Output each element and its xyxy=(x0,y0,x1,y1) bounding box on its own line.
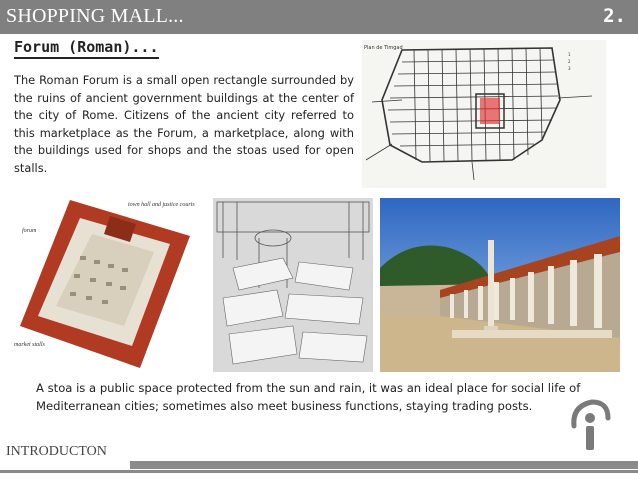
plan-label: Plan de Timgad xyxy=(364,45,403,51)
forum-highlight xyxy=(480,98,500,124)
footer-bar xyxy=(130,461,638,469)
logo-icon xyxy=(566,396,612,454)
label-forum: forum xyxy=(22,228,37,234)
body-paragraph: The Roman Forum is a small open rectangle surrounded by the ruins of ancient government buildings at the center of the city of Rome. Citizens of the ancient city referred to this marketplace as the Forum, a marketplace, along with the buildings used for shops and the stoas used for open stalls. xyxy=(14,73,354,175)
svg-text:3: 3 xyxy=(568,66,571,71)
slide-title: SHOPPING MALL... xyxy=(6,5,184,27)
market-sketch-image xyxy=(213,198,373,372)
svg-text:2: 2 xyxy=(568,59,571,64)
slide-number: 2. xyxy=(603,5,626,27)
timgad-plan-image xyxy=(362,40,606,188)
label-market-stalls: market stalls xyxy=(14,342,45,348)
section-subtitle: Forum (Roman)... xyxy=(14,38,159,59)
forum-illustration xyxy=(10,196,206,372)
title-bar xyxy=(0,0,638,34)
footer-line xyxy=(0,470,638,473)
stoa-render-image xyxy=(380,198,620,372)
svg-text:1: 1 xyxy=(568,52,571,57)
label-town-hall: town hall and justice courts xyxy=(128,202,195,208)
footer-section-label: INTRODUCTON xyxy=(6,444,107,459)
stoa-caption: A stoa is a public space protected from the sun and rain, it was an ideal place for social life of Mediterranean cities; sometimes also meet business functions, staying trading posts. xyxy=(36,381,581,413)
